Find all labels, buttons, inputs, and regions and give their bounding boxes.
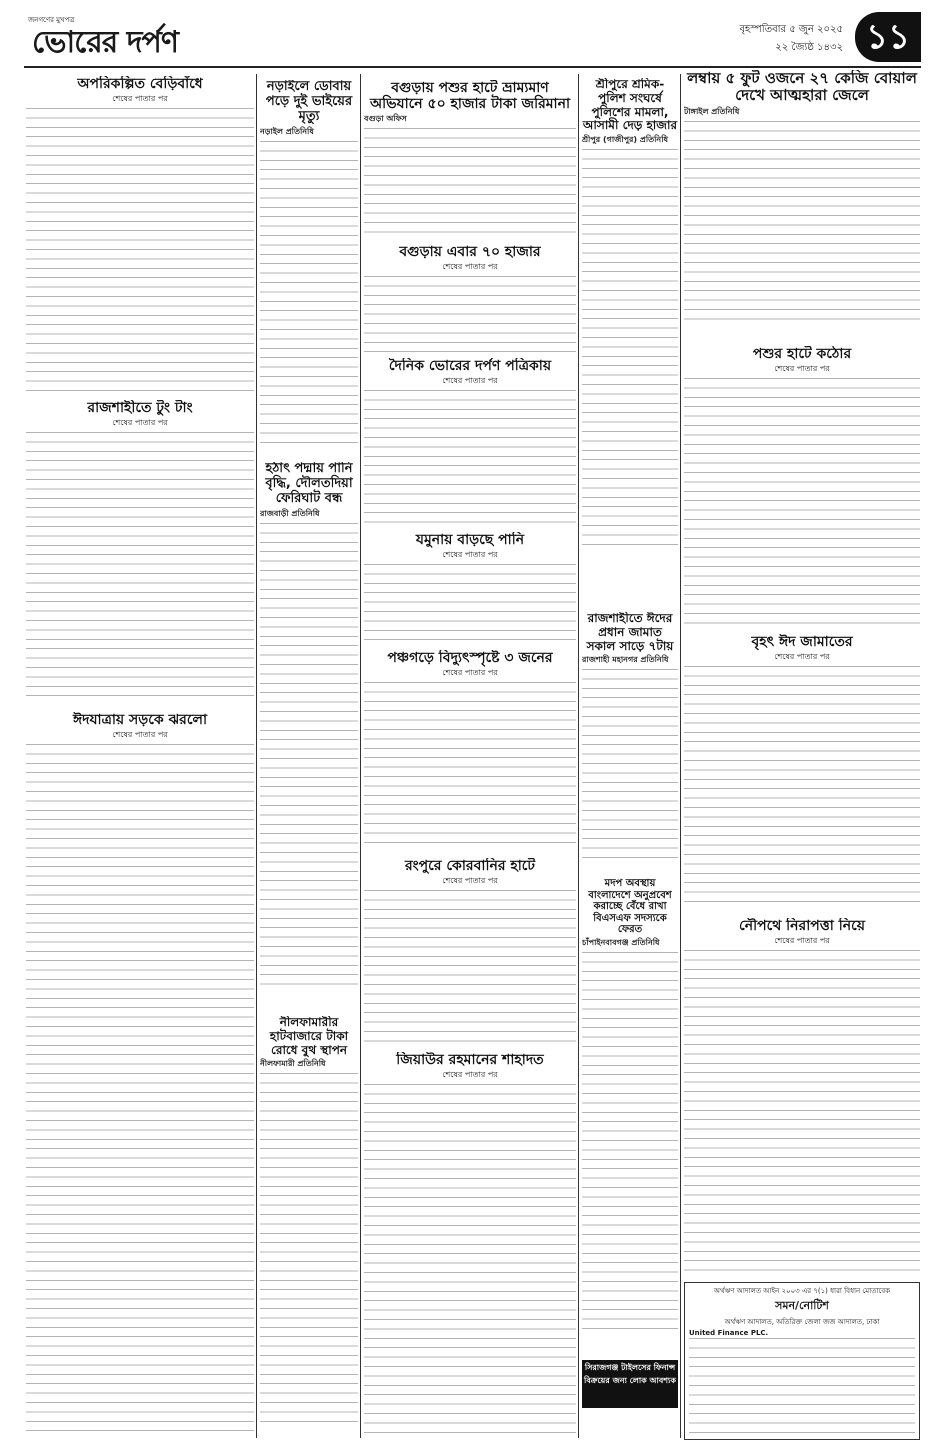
article-panchagarh [364, 650, 576, 850]
article-body [26, 108, 254, 393]
masthead [24, 14, 921, 68]
byline: চাঁপাইনবাবগঞ্জ প্রতিনিধি [582, 937, 660, 947]
article-body [260, 141, 358, 451]
article-jamuna [364, 532, 576, 642]
article-body [26, 432, 254, 702]
article-body [582, 149, 678, 549]
article-body [26, 744, 254, 1436]
article-body [684, 378, 920, 626]
byline: টাঙ্গাইল প্রতিনিধি [684, 106, 740, 116]
article-boal-fish [684, 70, 920, 340]
newspaper-logo: ভোরের দর্পণ [32, 25, 178, 60]
column-rule [256, 74, 257, 1438]
article-nilphamari [260, 1016, 358, 1438]
headline: অপরিকল্পিত বেড়িবাঁধে [77, 76, 203, 92]
date-gregorian: বৃহস্পতিবার ৫ জুন ২০২৫ [739, 24, 843, 35]
continued-label: শেষের পাতার পর [774, 652, 830, 662]
article-bhorer-dorpon [364, 358, 576, 526]
continued-label: শেষের পাতার পর [112, 94, 168, 104]
article-zia [364, 1052, 576, 1438]
article-sreepur [582, 78, 678, 578]
byline: নীলফামারী প্রতিনিধি [260, 1059, 326, 1069]
headline: নৌপথে নিরাপত্তা নিয়ে [739, 918, 865, 934]
headline: ঈদযাত্রায় সড়কে ঝরলো [72, 712, 208, 728]
article-rangpur [364, 858, 576, 1048]
article-body [364, 564, 576, 642]
article-bogura-70k [364, 244, 576, 352]
classified-ad: সিরাজগঞ্জ টাইলসের ফিনান্স বিক্রয়ের জন্য লোক আবশ্যক [582, 1360, 678, 1408]
notice-body [689, 1338, 915, 1434]
column-rule [578, 74, 579, 1438]
headline: পঞ্চগড়ে বিদ্যুৎস্পৃষ্টে ৩ জনের [387, 650, 553, 666]
headline: বৃহৎ ঈদ জামাতের [751, 634, 853, 650]
headline: রংপুরে কোরবানির হাটে [404, 858, 536, 874]
continued-label: শেষের পাতার পর [442, 1070, 498, 1080]
article-bogura-fine [364, 80, 576, 240]
byline: শ্রীপুর (গাজীপুর) প্রতিনিধি [582, 135, 668, 145]
headline: জিয়াউর রহমানের শাহাদত [396, 1052, 544, 1068]
headline: নীলফামারীর হাটবাজারে টাকা রোধে বুথ স্থাপন [269, 1016, 349, 1057]
headline: নড়াইলে ডোবায় পড়ে দুই ভাইয়ের মৃত্যু [265, 80, 353, 124]
article-body [684, 121, 920, 327]
byline: রাজবাড়ী প্রতিনিধি [260, 508, 320, 518]
article-embankment [26, 76, 254, 394]
headline: যমুনায় বাড়ছে পানি [415, 532, 525, 548]
tagline: জনগণের মুখপত্র [28, 16, 75, 24]
continued-label: শেষের পাতার পর [442, 876, 498, 886]
article-body [364, 128, 576, 236]
headline: বগুড়ায় এবার ৭০ হাজার [399, 244, 541, 260]
column-rule [360, 74, 361, 1438]
article-padma [260, 462, 358, 1010]
article-body [582, 669, 678, 859]
headline: দৈনিক ভোরের দর্পণ পত্রিকায় [388, 358, 552, 374]
article-eid-jamaat [684, 634, 920, 912]
article-body [364, 390, 576, 526]
article-rajshahi-eid [582, 612, 678, 872]
continued-label: শেষের পাতার পর [442, 550, 498, 560]
headline: লম্বায় ৫ ফুট ওজনে ২৭ কেজি বোয়াল দেখে আত্মহারা জেলে [687, 70, 917, 105]
article-rajshahi-tung [26, 400, 254, 704]
date-bengali: ২২ জ্যৈষ্ঠ ১৪৩২ [775, 42, 843, 53]
continued-label: শেষের পাতার পর [774, 364, 830, 374]
legal-notice [684, 1282, 920, 1440]
notice-company: United Finance PLC. [689, 1329, 769, 1337]
continued-label: শেষের পাতার পর [112, 418, 168, 428]
byline: রাজশাহী মহানগর প্রতিনিধি [582, 655, 669, 665]
article-bsf [582, 878, 678, 1358]
article-body [260, 523, 358, 993]
article-body [364, 890, 576, 1046]
article-cattle-market [684, 346, 920, 628]
article-body [684, 950, 920, 1272]
article-body [684, 666, 920, 910]
article-eid-road [26, 712, 254, 1438]
headline: রাজশাহীতে ঈদের প্রধান জামাত সকাল সাড়ে ৭টায় [586, 612, 674, 653]
headline: মদপ অবস্থায় বাংলাদেশে অনুপ্রবেশ করাচ্ছে বেঁধে রাখা বিএসএফ সদস্যকে ফেরত [588, 878, 672, 935]
notice-header: অর্থঋণ আদালত আইন ২০০৩ এর ৭(১) ধারা বিধান মোতাবেক [713, 1287, 891, 1295]
article-body [364, 682, 576, 850]
continued-label: শেষের পাতার পর [442, 262, 498, 272]
article-body [364, 276, 576, 352]
continued-label: শেষের পাতার পর [112, 730, 168, 740]
article-narail [260, 80, 358, 456]
headline: রাজশাহীতে টুং টাং [87, 400, 193, 416]
headline: বগুড়ায় পশুর হাটে ভ্রাম্যমাণ অভিযানে ৫০ হাজার টাকা জরিমানা [369, 80, 571, 113]
column-rule [680, 74, 681, 1438]
headline: পশুর হাটে কঠোর [752, 346, 852, 362]
article-body [582, 952, 678, 1332]
page-number: ১১ [855, 12, 921, 62]
continued-label: শেষের পাতার পর [774, 936, 830, 946]
notice-title: সমন/নোটিশ [775, 1299, 829, 1312]
continued-label: শেষের পাতার পর [442, 376, 498, 386]
continued-label: শেষের পাতার পর [442, 668, 498, 678]
headline: হঠাৎ পদ্মায় পানি বৃদ্ধি, দৌলতদিয়া ফেরিঘাট বন্ধ [265, 462, 353, 506]
article-waterway-safety [684, 918, 920, 1274]
byline: বগুড়া অফিস [364, 114, 407, 124]
article-body [260, 1073, 358, 1425]
headline: শ্রীপুরে শ্রমিক-পুলিশ সংঘর্ষে পুলিশের মামলা, আসামী দেড় হাজার [582, 78, 678, 133]
article-body [364, 1084, 576, 1436]
byline: নড়াইল প্রতিনিধি [260, 126, 314, 136]
notice-court: অর্থঋণ আদালত, অতিরিক্ত জেলা জজ আদালত, ঢাকা [724, 1318, 880, 1326]
